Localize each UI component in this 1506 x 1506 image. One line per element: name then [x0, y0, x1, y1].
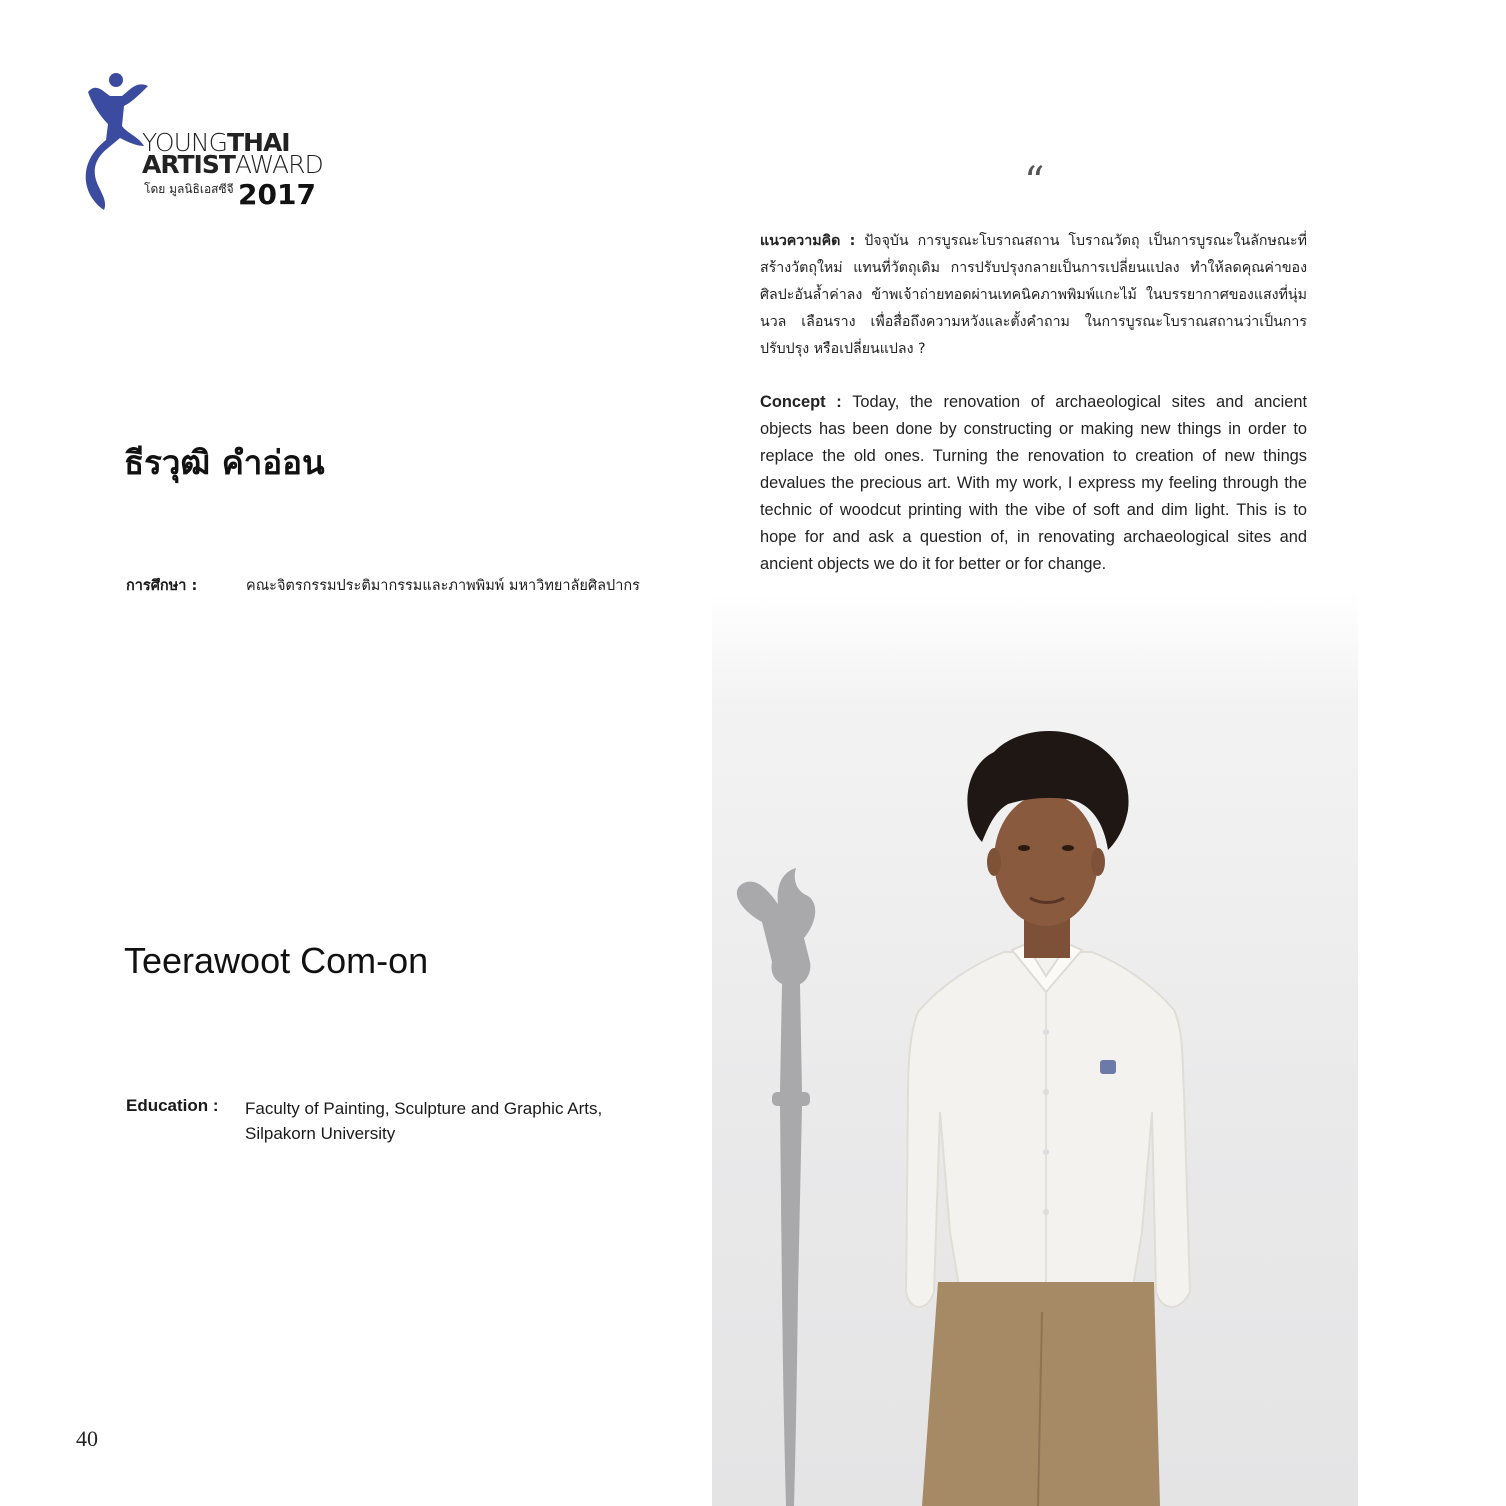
- education-english-value: [245, 1096, 645, 1146]
- portrait-illustration: [712, 592, 1358, 1506]
- logo-thai: THAI: [226, 128, 290, 157]
- logo-sponsor: โดย มูลนิธิเอสซีจี: [144, 182, 234, 196]
- concept-english-paragraph: [760, 389, 1307, 578]
- logo-year: 2017: [238, 178, 316, 211]
- education-english-line2: Silpakorn University: [245, 1124, 396, 1143]
- open-quote-mark: “: [1024, 159, 1045, 205]
- concept-english-text: Today, the renovation of archaeological sites and ancient objects has been done by constructing or making new things in order to replace the old ones. Turning the renovation to creation of new things devalues the precious art. With my work, I express my feeling through the technic of woodcut printing with the vibe of soft and dim light. This is to hope for and ask a question of, in renovating archaeological sites and ancient objects we do it for better or for change.: [760, 393, 1307, 573]
- logo-young: YOUNG: [142, 128, 227, 157]
- award-logo: [78, 62, 328, 222]
- education-english-line1: Faculty of Painting, Sculpture and Graphic Arts,: [245, 1099, 603, 1118]
- education-thai-label: การศึกษา :: [126, 578, 198, 594]
- page-number: 40: [76, 1426, 98, 1451]
- education-english-label: Education :: [126, 1096, 219, 1115]
- artist-name-thai: ธีรวุฒิ คำอ่อน: [124, 443, 325, 482]
- education-thai-value: คณะจิตรกรรมประติมากรรมและภาพพิมพ์ มหาวิทยาลัยศิลปากร: [246, 578, 640, 594]
- concept-english-label: Concept :: [760, 393, 842, 411]
- logo-artist: ARTIST: [142, 150, 235, 179]
- artist-portrait-photo: [712, 592, 1358, 1506]
- logo-award: AWARD: [234, 150, 323, 179]
- person-figure: [906, 731, 1190, 1506]
- concept-thai-text: ปัจจุบัน การบูรณะโบราณสถาน โบราณวัตถุ เป็นการบูรณะในลักษณะที่สร้างวัตถุใหม่ แทนที่วัตถุเดิม การปรับปรุงกลายเป็นการเปลี่ยนแปลง ทำให้ลดคุณค่าของศิลปะอันล้ำค่าลง ข้าพเจ้าถ่ายทอดผ่านเทคนิคภาพพิมพ์แกะไม้ ในบรรยากาศของแสงที่นุ่มนวล เลือนราง เพื่อสื่อถึงความหวังและตั้งคำถาม ในการบูรณะโบราณสถานว่าเป็นการปรับปรุง หรือเปลี่ยนแปลง ?: [760, 233, 1308, 357]
- artist-name-english: Teerawoot Com-on: [124, 940, 429, 981]
- logo-title-line2: [142, 150, 323, 179]
- concept-thai-label: แนวความคิด :: [760, 233, 856, 249]
- paintbrush-icon: [737, 868, 815, 1506]
- concept-thai-paragraph: [760, 228, 1307, 363]
